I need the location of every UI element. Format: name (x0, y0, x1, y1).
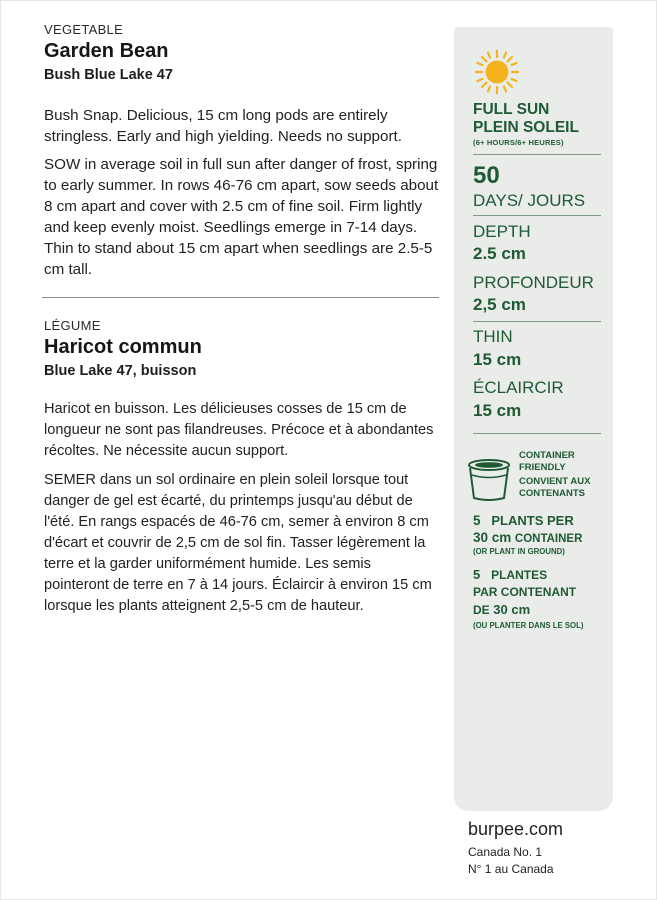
french-section (44, 318, 439, 617)
thin-value-fr: 15 cm (473, 401, 522, 420)
depth-value: 2.5 cm (473, 244, 526, 263)
plants-en-note: (OR PLANT IN GROUND) (473, 547, 565, 556)
container-friendly-fr (519, 476, 590, 499)
plants-fr-de: DE (473, 603, 490, 617)
depth-label-fr: PROFONDEUR (473, 273, 594, 292)
variety-en: Bush Blue Lake 47 (44, 67, 173, 83)
container-fr-line1: CONVIENT AUX (519, 476, 591, 487)
description-en: Bush Snap. Delicious, 15 cm long pods are entirely stringless. Early and high yielding. Needs no support. (44, 107, 402, 145)
title-en: Garden Bean (44, 40, 169, 62)
grade-fr: N° 1 au Canada (468, 862, 554, 876)
variety-fr: Blue Lake 47, buisson (44, 363, 197, 379)
panel-divider (473, 215, 601, 216)
plants-fr-line2: PAR CONTENANT (473, 585, 577, 599)
days-label: DAYS/ JOURS (473, 191, 586, 210)
depth-label: DEPTH (473, 222, 531, 241)
plants-en-number: 5 (473, 513, 481, 528)
container-fr-line2: CONTENANTS (519, 487, 585, 499)
category-en: VEGETABLE (44, 22, 124, 37)
container-en-line2: FRIENDLY (519, 461, 566, 473)
plants-en-size: 30 cm (473, 530, 512, 545)
category-fr: LÉGUME (44, 318, 101, 333)
sowing-fr: SEMER dans un sol ordinaire en plein soleil lorsque tout danger de gel est écarté, du printemps jusqu'au début de l'été. En rangs espacés de 46-76 cm, semer à environ 8 cm d'écart et couvrir de 2,5 cm de sol fin. Tasser légèrement la terre et la garder uniformément humide. Les semis pointeront de terre en 7 à 14 jours. Éclaircir à environ 15 cm lorsque les plants atteignent 2,5-5 cm de hauteur. (44, 472, 432, 614)
panel-divider (473, 433, 601, 434)
plants-per-container-en (473, 512, 582, 548)
plants-fr-number: 5 (473, 567, 481, 582)
title-fr: Haricot commun (44, 336, 202, 358)
panel-divider (473, 154, 601, 155)
text-column (44, 22, 439, 617)
panel-divider (473, 321, 601, 322)
plants-fr-size: 30 cm (493, 602, 531, 617)
container-friendly-en (519, 450, 575, 473)
growing-info-panel (454, 27, 613, 811)
depth-value-fr: 2,5 cm (473, 295, 526, 314)
sowing-en: SOW in average soil in full sun after danger of frost, spring to early summer. In rows 46-76 cm apart, sow seeds about 8 cm apart and cover with 2.5 cm of fine soil. Firm lightly and keep evenly moist. Seedlings emerge in 7-14 days. Thin to stand about 15 cm apart when seedlings are 2.5-5 cm tall. (44, 156, 439, 278)
days-number: 50 (473, 162, 500, 189)
plants-per-container-fr (473, 566, 576, 619)
thin-label-fr: ÉCLAIRCIR (473, 378, 564, 397)
description-fr: Haricot en buisson. Les délicieuses cosses de 15 cm de longueur ne sont pas filandreuses. Précoce et à abondantes récoltes. Ne nécessite aucun support. (44, 401, 434, 459)
container-en-line1: CONTAINER (519, 450, 575, 461)
thin-label: THIN (473, 327, 513, 346)
grade-en: Canada No. 1 (468, 845, 543, 859)
sun-requirement (473, 101, 579, 137)
plants-fr-note: (OU PLANTER DANS LE SOL) (473, 621, 584, 630)
plants-fr-text: PLANTES (491, 568, 548, 582)
website-link[interactable]: burpee.com (468, 819, 564, 839)
language-divider (42, 297, 439, 298)
plants-en-text: PLANTS PER (491, 513, 574, 528)
sun-fr: PLEIN SOLEIL (473, 119, 579, 136)
thin-value: 15 cm (473, 350, 522, 369)
sun-icon (474, 49, 520, 95)
plants-en-container: CONTAINER (514, 533, 583, 545)
sun-hours-note: (6+ HOURS/6+ HEURES) (473, 138, 564, 147)
pot-icon (464, 458, 514, 502)
sun-en: FULL SUN (473, 101, 550, 118)
